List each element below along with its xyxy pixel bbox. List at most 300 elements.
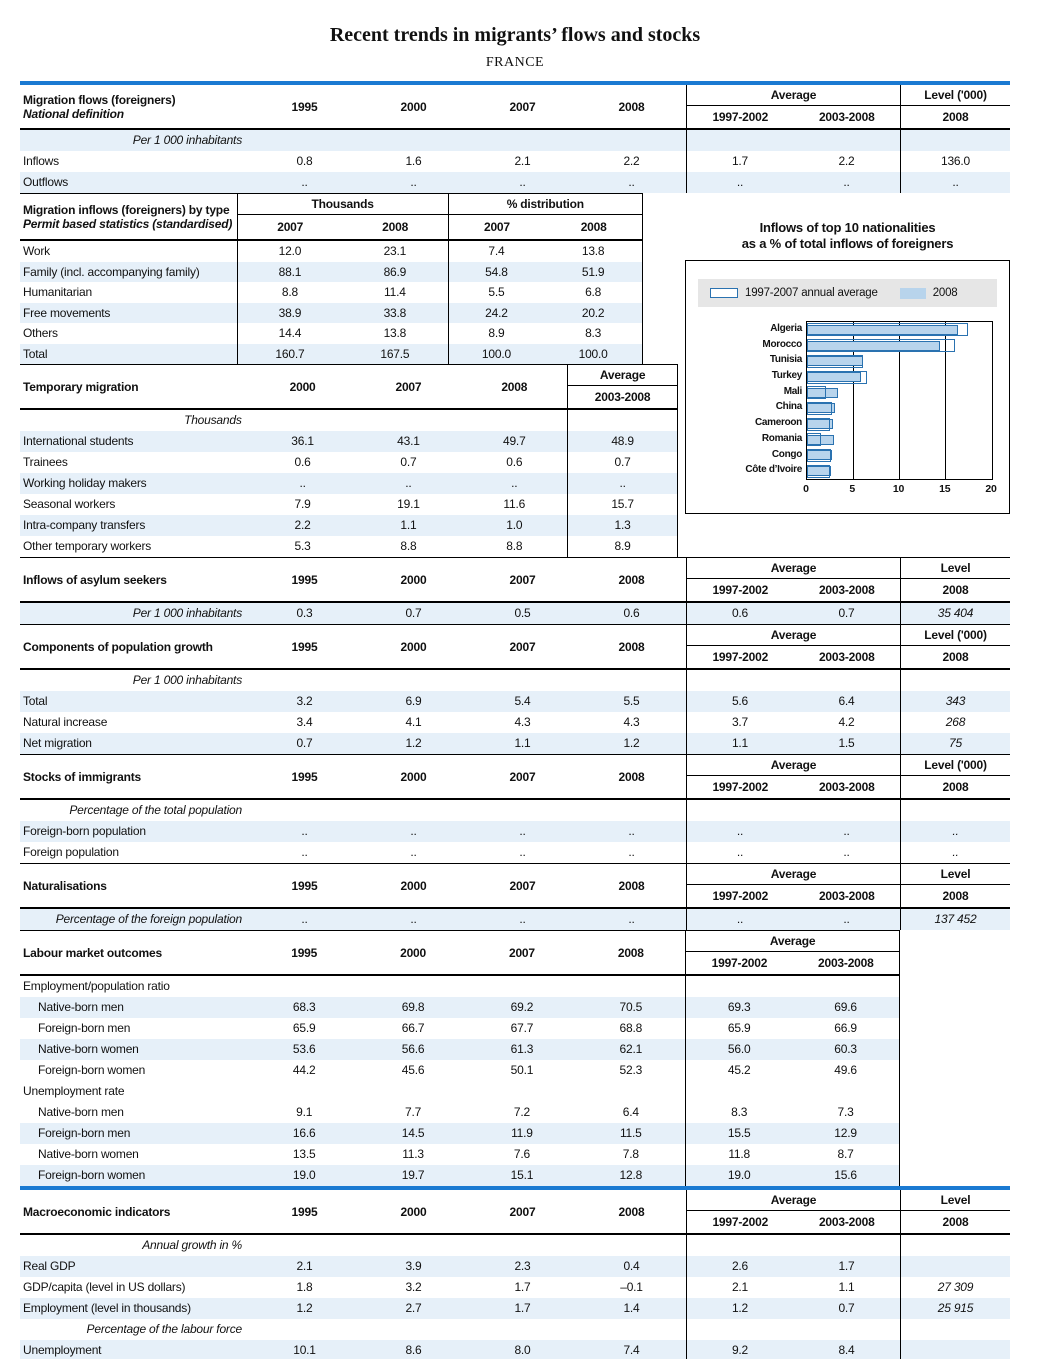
- table-cell: 69.3: [685, 997, 792, 1018]
- table-cell: 2.6: [686, 1256, 793, 1277]
- table-cell: 100.0: [578, 346, 608, 361]
- row-label: Foreign population: [23, 845, 119, 859]
- table-cell: 8.3: [585, 326, 602, 340]
- table-cell: 6.4: [838, 694, 855, 708]
- table-cell: 69.8: [401, 1000, 425, 1014]
- chart-legend: [698, 279, 997, 307]
- table-row: [20, 842, 1010, 863]
- table-cell: 8.8: [237, 282, 342, 303]
- table-cell: [359, 800, 468, 821]
- table-cell: 2.1: [686, 1277, 793, 1298]
- row-label: Other temporary workers: [23, 539, 152, 553]
- table-cell: 11.3: [402, 1147, 424, 1161]
- table-cell: 48.9: [567, 431, 677, 452]
- table-cell: [461, 410, 567, 431]
- table-rows: [20, 670, 1010, 754]
- table-cell: [793, 800, 900, 821]
- table-cell: 68.8: [619, 1021, 643, 1035]
- table-cell: 66.7: [401, 1021, 425, 1035]
- year-header: 2008: [618, 1204, 645, 1219]
- bar-average: [807, 323, 968, 336]
- table-cell: 16.6: [292, 1126, 316, 1140]
- table-cell: 10.1: [293, 1343, 316, 1357]
- table-cell: 38.9: [237, 303, 342, 324]
- table-header: [20, 931, 900, 976]
- table-row: [20, 473, 677, 494]
- bar-average: [807, 339, 955, 352]
- section-title: Migration inflows (foreigners) by type: [23, 202, 230, 217]
- table-cell: 6.4: [622, 1105, 639, 1119]
- row-label: Working holiday makers: [23, 476, 147, 490]
- table-cell: 65.9: [292, 1021, 316, 1035]
- table-cell: 49.7: [502, 434, 526, 448]
- table-cell: [686, 670, 793, 691]
- table-cell: [468, 1235, 577, 1256]
- table-cell: 100.0: [448, 344, 545, 365]
- table-cell: 8.3: [685, 1102, 792, 1123]
- table-cell: 53.6: [292, 1042, 316, 1056]
- table-cell: 19.0: [685, 1165, 792, 1186]
- chart-plot-area: [806, 321, 993, 480]
- row-label: Percentage of the labour force: [86, 1322, 242, 1336]
- table-cell: ..: [900, 821, 1010, 842]
- table-cell: 62.1: [619, 1042, 643, 1056]
- table-cell: 8.8: [400, 539, 417, 553]
- table-cell: 2.3: [514, 1259, 531, 1273]
- chart-category-label: Cameroon: [754, 417, 802, 429]
- table-row: [20, 733, 1010, 754]
- table-row: [20, 431, 677, 452]
- table-cell: 68.3: [292, 1000, 316, 1014]
- row-label: Percentage of the total population: [69, 803, 242, 817]
- table-cell: 0.7: [405, 606, 422, 620]
- table-row: [20, 452, 677, 473]
- table-row: [20, 410, 677, 431]
- legend-swatch-average-icon: [710, 288, 738, 298]
- row-label: Foreign-born population: [23, 824, 146, 838]
- year-header: 2000: [400, 878, 427, 893]
- section-temporary-migration: [20, 364, 678, 557]
- level-year-header: 2008: [942, 780, 969, 794]
- table-row: [20, 712, 1010, 733]
- average-spanner: Average 1997-2002 2003-2008: [685, 931, 899, 974]
- table-cell: ..: [511, 476, 518, 490]
- year-header: 2008: [618, 572, 645, 587]
- section-title: Inflows of asylum seekers: [23, 572, 167, 587]
- average-spanner: Average 1997-2002 2003-2008: [686, 755, 900, 798]
- year-header: 2007: [277, 220, 304, 234]
- table-cell: 0.6: [623, 606, 640, 620]
- table-cell: 8.7: [837, 1147, 854, 1161]
- x-tick-label: 15: [939, 483, 951, 495]
- table-cell: 1.1: [514, 736, 531, 750]
- chart-x-axis-ticks: [803, 483, 997, 497]
- table-cell: 1.3: [567, 515, 677, 536]
- table-cell: ..: [301, 824, 308, 838]
- table-cell: 2.7: [405, 1301, 422, 1315]
- table-cell: [359, 976, 468, 997]
- table-cell: [900, 130, 1010, 151]
- table-row: [20, 1039, 899, 1060]
- table-row: [20, 1235, 1010, 1256]
- table-cell: 19.0: [292, 1168, 316, 1182]
- table-rows: [20, 241, 643, 364]
- row-label: Outflows: [23, 175, 69, 189]
- level-year-header: 2008: [942, 583, 969, 597]
- table-cell: ..: [843, 175, 850, 189]
- table-cell: ..: [301, 175, 308, 189]
- table-cell: ..: [301, 845, 308, 859]
- row-label: Per 1 000 inhabitants: [132, 133, 242, 147]
- table-cell: [900, 1340, 1010, 1359]
- table-cell: 7.6: [513, 1147, 530, 1161]
- table-cell: [686, 1235, 793, 1256]
- year-header: 2007: [509, 769, 536, 784]
- table-row: [20, 1319, 1010, 1340]
- table-cell: 25 915: [900, 1298, 1010, 1319]
- table-header: [20, 864, 1010, 909]
- table-cell: 49.6: [834, 1063, 857, 1077]
- table-cell: 12.0: [237, 241, 342, 262]
- table-cell: 1.2: [296, 1301, 313, 1315]
- table-cell: 56.0: [685, 1039, 792, 1060]
- bar-average: [807, 371, 867, 384]
- row-label: Trainees: [23, 455, 68, 469]
- year-header: 1995: [291, 99, 318, 114]
- table-cell: ..: [843, 824, 850, 838]
- row-label: Per 1 000 inhabitants: [132, 606, 242, 620]
- table-cell: 4.1: [405, 715, 422, 729]
- table-cell: 0.7: [296, 736, 313, 750]
- table-cell: 7.8: [622, 1147, 639, 1161]
- row-label: Inflows: [23, 154, 59, 168]
- table-cell: [793, 1319, 900, 1340]
- country-name: FRANCE: [485, 55, 545, 70]
- table-header: [20, 1190, 1010, 1235]
- table-cell: 0.6: [686, 603, 793, 624]
- table-cell: 20.2: [581, 305, 605, 320]
- chart-category-label: Turkey: [771, 370, 802, 382]
- year-header: 2000: [400, 572, 427, 587]
- row-label: Native-born men: [38, 1000, 124, 1014]
- table-cell: ..: [519, 912, 526, 926]
- table-cell: 137 452: [900, 909, 1010, 930]
- year-header: 2008: [382, 220, 409, 234]
- table-cell: 4.3: [514, 715, 531, 729]
- table-cell: 13.8: [581, 244, 605, 258]
- table-cell: 1.6: [405, 154, 422, 168]
- chart-category-label: China: [775, 401, 802, 413]
- table-rows: [20, 800, 1010, 863]
- avg-col-header: 1997-2002: [712, 1215, 769, 1229]
- chart-category-label: Morocco: [762, 338, 802, 350]
- table-cell: [250, 1235, 359, 1256]
- row-label: Foreign-born men: [38, 1126, 131, 1140]
- title-block: [20, 0, 1010, 81]
- table-cell: 5.5: [623, 694, 640, 708]
- table-cell: ..: [628, 175, 635, 189]
- table-cell: 343: [900, 691, 1010, 712]
- table-cell: [467, 976, 576, 997]
- year-header: 2007: [509, 1204, 536, 1219]
- table-cell: 1.7: [514, 1280, 531, 1294]
- table-cell: [359, 130, 468, 151]
- level-spanner: Level ('000) 2008: [900, 85, 1010, 128]
- row-label: Employment (level in thousands): [23, 1301, 191, 1315]
- table-cell: [900, 670, 1010, 691]
- table-cell: 1.5: [838, 736, 855, 750]
- row-label: Humanitarian: [23, 285, 92, 299]
- table-cell: [250, 976, 359, 997]
- table-row: [20, 262, 642, 283]
- table-cell: ..: [686, 842, 793, 863]
- table-cell: 61.3: [510, 1042, 534, 1056]
- chart-category-labels: [686, 321, 802, 478]
- table-cell: 0.3: [296, 606, 313, 620]
- table-cell: 5.3: [294, 539, 311, 553]
- table-cell: [686, 800, 793, 821]
- table-cell: [468, 1319, 577, 1340]
- table-cell: 3.7: [686, 712, 793, 733]
- table-cell: [792, 976, 899, 997]
- avg-col-header: 1997-2002: [712, 583, 769, 597]
- chart-title-line2: as a % of total inflows of foreigners: [741, 236, 954, 251]
- table-cell: 2.1: [296, 1259, 313, 1273]
- year-header: 2008: [501, 379, 528, 394]
- row-label: Native-born women: [38, 1147, 139, 1161]
- legend-label-2008: 2008: [932, 287, 958, 299]
- chart-title-line1: Inflows of top 10 nationalities: [759, 220, 936, 235]
- section-title: Temporary migration: [23, 379, 139, 394]
- row-label: Unemployment: [23, 1343, 102, 1357]
- level-year-header: 2008: [942, 1215, 969, 1229]
- table-cell: ..: [410, 175, 417, 189]
- row-label: Unemployment rate: [23, 1084, 125, 1098]
- table-cell: [355, 410, 461, 431]
- level-year-header: 2008: [942, 110, 969, 124]
- row-label: Annual growth in %: [142, 1238, 242, 1252]
- chart-category-label: Tunisia: [769, 354, 802, 366]
- table-row: [20, 172, 1010, 193]
- year-header: 2008: [618, 99, 645, 114]
- table-row: [20, 282, 642, 303]
- table-cell: ..: [519, 175, 526, 189]
- table-cell: 15.6: [834, 1168, 857, 1182]
- table-cell: [576, 1081, 685, 1102]
- table-cell: ..: [900, 842, 1010, 863]
- table-cell: 33.8: [383, 305, 407, 320]
- table-header: [20, 194, 643, 241]
- table-row: [20, 1298, 1010, 1319]
- table-rows: [20, 976, 900, 1186]
- row-label: Foreign-born women: [38, 1168, 146, 1182]
- table-cell: [685, 1081, 792, 1102]
- table-cell: 66.9: [834, 1021, 857, 1035]
- table-cell: ..: [843, 845, 850, 859]
- table-cell: 13.5: [292, 1147, 316, 1161]
- table-cell: [577, 130, 686, 151]
- table-header: [20, 85, 1010, 130]
- chart-category-label: Algeria: [770, 323, 802, 334]
- bar-average: [807, 386, 826, 399]
- table-cell: 35 404: [900, 603, 1010, 624]
- table-row: [20, 976, 899, 997]
- year-header: 2000: [400, 639, 427, 654]
- section-labour-market: [20, 930, 900, 1186]
- row-label: Work: [23, 244, 50, 258]
- table-cell: 44.2: [292, 1063, 316, 1077]
- year-header: 2000: [400, 99, 427, 114]
- table-row: [20, 909, 1010, 930]
- year-header: 2008: [618, 878, 645, 893]
- year-header: 2008: [618, 769, 645, 784]
- table-cell: ..: [410, 912, 417, 926]
- section-macroeconomic: [20, 1190, 1010, 1359]
- table-cell: [467, 1081, 576, 1102]
- table-cell: 86.9: [383, 264, 407, 279]
- table-row: [20, 1060, 899, 1081]
- x-tick-label: 5: [849, 483, 856, 495]
- table-cell: 45.2: [685, 1060, 792, 1081]
- table-rows: [20, 1235, 1010, 1359]
- table-cell: ..: [686, 821, 793, 842]
- table-cell: [468, 130, 577, 151]
- table-cell: 60.3: [834, 1042, 857, 1056]
- table-row: [20, 323, 642, 344]
- row-label: Percentage of the foreign population: [55, 912, 242, 926]
- table-cell: 1.2: [623, 736, 640, 750]
- table-cell: 2.1: [514, 154, 531, 168]
- table-cell: 11.9: [511, 1126, 533, 1140]
- table-cell: 1.1: [686, 733, 793, 754]
- table-cell: [250, 800, 359, 821]
- row-label: Thousands: [184, 413, 242, 427]
- table-cell: [577, 1319, 686, 1340]
- chart-category-label: Congo: [771, 448, 802, 460]
- table-cell: 7.9: [294, 497, 311, 511]
- table-header: [20, 365, 678, 410]
- table-cell: 2.2: [838, 154, 855, 168]
- year-header: 1995: [291, 572, 318, 587]
- table-cell: 67.7: [510, 1021, 534, 1035]
- table-cell: 23.1: [383, 244, 407, 258]
- table-row: [20, 821, 1010, 842]
- table-cell: [686, 1319, 793, 1340]
- section-title: Components of population growth: [23, 639, 213, 654]
- year-header: 2007: [508, 945, 535, 960]
- x-tick-label: 10: [892, 483, 905, 495]
- table-cell: 14.5: [401, 1126, 425, 1140]
- row-label: Seasonal workers: [23, 497, 116, 511]
- table-cell: 1.7: [514, 1301, 531, 1315]
- row-label: Total: [23, 694, 48, 708]
- table-row: [20, 494, 677, 515]
- row-label: GDP/capita (level in US dollars): [23, 1280, 186, 1294]
- table-cell: 12.8: [619, 1168, 643, 1182]
- table-cell: 45.6: [401, 1063, 425, 1077]
- chart-category-label: Romania: [761, 432, 802, 444]
- table-cell: 268: [900, 712, 1010, 733]
- legend-label-average: 1997-2007 annual average: [745, 287, 878, 299]
- chart-category-label: Mali: [783, 385, 802, 397]
- row-label: International students: [23, 434, 134, 448]
- bar-average: [807, 465, 830, 478]
- table-cell: 6.9: [405, 694, 422, 708]
- year-header: 1995: [291, 878, 318, 893]
- average-spanner: Average 1997-2002 2003-2008: [686, 85, 900, 128]
- chart-category-label: Côte d’Ivoire: [745, 464, 802, 476]
- section-title: Naturalisations: [23, 878, 107, 893]
- table-cell: ..: [519, 824, 526, 838]
- table-cell: 0.8: [296, 154, 313, 168]
- row-label: Natural increase: [23, 715, 108, 729]
- table-cell: 6.8: [585, 285, 602, 299]
- table-row: [20, 130, 1010, 151]
- table-cell: [900, 1256, 1010, 1277]
- table-cell: 1.8: [296, 1280, 313, 1294]
- table-cell: 5.6: [686, 691, 793, 712]
- table-cell: 19.7: [401, 1168, 425, 1182]
- table-cell: 12.9: [834, 1126, 857, 1140]
- section-population-growth: [20, 624, 1010, 754]
- table-cell: 7.4: [448, 241, 545, 262]
- table-cell: 11.4: [384, 285, 406, 299]
- table-cell: 8.6: [405, 1343, 422, 1357]
- table-cell: 7.2: [513, 1105, 530, 1119]
- table-cell: 9.1: [296, 1105, 313, 1119]
- table-row: [20, 151, 1010, 172]
- year-header: 2000: [400, 1204, 427, 1219]
- table-cell: [793, 670, 900, 691]
- table-cell: 27 309: [900, 1277, 1010, 1298]
- table-cell: [468, 670, 577, 691]
- x-tick-label: 0: [803, 483, 809, 495]
- table-cell: ..: [567, 473, 677, 494]
- row-label: Native-born women: [38, 1042, 139, 1056]
- table-cell: 160.7: [237, 344, 342, 365]
- table-cell: [900, 1235, 1010, 1256]
- table-cell: 8.0: [514, 1343, 531, 1357]
- table-cell: 11.6: [503, 497, 526, 511]
- table-cell: 14.4: [237, 323, 342, 344]
- table-cell: [576, 976, 685, 997]
- table-cell: [359, 1235, 468, 1256]
- table-rows: [20, 410, 678, 557]
- table-cell: 1.7: [686, 151, 793, 172]
- table-cell: 36.1: [291, 434, 314, 448]
- table-row: [20, 303, 642, 324]
- year-header: 2007: [483, 220, 510, 234]
- level-year-header: 2008: [942, 650, 969, 664]
- row-label: Family (incl. accompanying family): [23, 264, 200, 279]
- table-row: [20, 997, 899, 1018]
- section-naturalisations: [20, 863, 1010, 930]
- row-label: Intra-company transfers: [23, 518, 146, 532]
- section-inflows-by-type: [20, 193, 643, 364]
- table-cell: ..: [843, 912, 850, 926]
- avg-col-header: 1997-2002: [711, 956, 768, 970]
- table-cell: ..: [301, 912, 308, 926]
- avg-col-header: 2003-2008: [818, 780, 875, 794]
- avg-col-header: 2003-2008: [818, 583, 875, 597]
- row-label: Free movements: [23, 305, 111, 320]
- level-spanner: Level 2008: [900, 864, 1010, 907]
- table-cell: 0.7: [838, 1301, 855, 1315]
- table-cell: 11.8: [685, 1144, 792, 1165]
- table-row: [20, 515, 677, 536]
- table-cell: 0.7: [838, 606, 855, 620]
- table-cell: 15.7: [567, 494, 677, 515]
